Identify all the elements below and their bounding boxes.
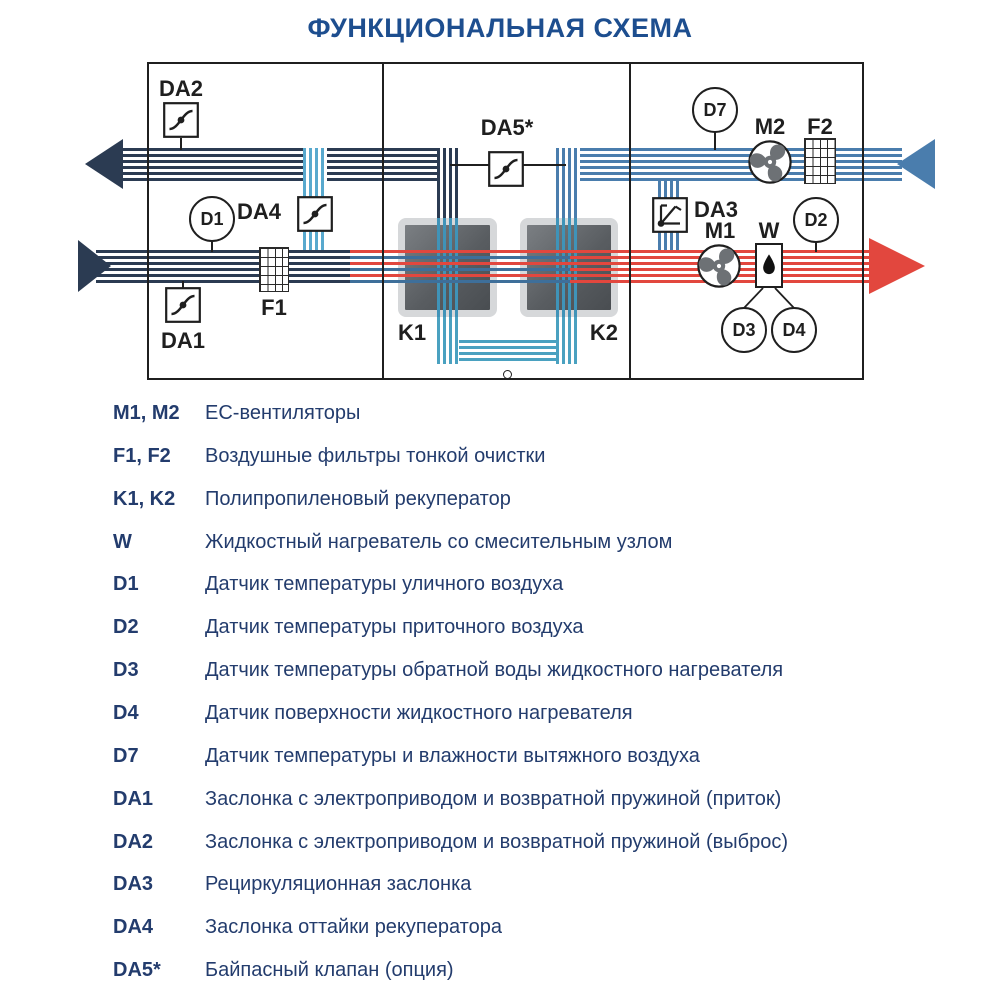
sensor-d4-label: D4	[782, 319, 806, 340]
label-da3: DA3	[694, 197, 739, 222]
section-divider-right	[629, 62, 631, 380]
filter-f2-icon	[804, 138, 836, 184]
legend-row	[113, 573, 913, 596]
damper-da4-icon	[297, 196, 333, 232]
label-k1: K1	[398, 320, 427, 345]
legend-desc: Датчик температуры уличного воздуха	[205, 573, 564, 596]
legend-key: D4	[113, 701, 139, 724]
legend-key: M1, M2	[113, 402, 180, 424]
fan-m2-icon	[748, 140, 792, 184]
recirculation-damper-da3-icon	[652, 197, 688, 233]
legend-key: DA2	[113, 830, 154, 853]
legend-desc: Заслонка с электроприводом и возвратной пружиной (приток)	[205, 787, 782, 810]
legend-row	[113, 445, 913, 468]
section-divider-left	[382, 62, 384, 380]
sensor-d2-label: D2	[804, 209, 828, 230]
label-k2: K2	[589, 320, 618, 345]
sensor-d3	[721, 307, 767, 353]
legend-key: DA3	[113, 873, 154, 896]
label-m2: M2	[754, 114, 786, 139]
legend-row	[113, 873, 913, 896]
legend-row	[113, 531, 913, 554]
legend-desc: Воздушные фильтры тонкой очистки	[205, 444, 546, 467]
legend-key: D1	[113, 573, 139, 596]
label-da4: DA4	[237, 199, 282, 224]
bypass-damper-da5-icon	[488, 151, 524, 187]
legend-row	[113, 702, 913, 725]
legend-desc: Датчик температуры приточного воздуха	[205, 616, 584, 639]
legend-desc: ЕС-вентиляторы	[205, 402, 361, 424]
label-f2: F2	[807, 114, 833, 139]
legend-key: D2	[113, 616, 139, 639]
legend-row	[113, 831, 913, 854]
supply-outlet-arrow-icon	[869, 238, 925, 294]
label-w: W	[758, 218, 780, 243]
label-f1: F1	[261, 295, 287, 320]
legend-key: DA4	[113, 916, 154, 939]
fresh-air-inlet-arrow-icon	[78, 240, 111, 292]
damper-da1-icon	[165, 287, 201, 323]
sensor-d3-label: D3	[732, 319, 756, 340]
da2-stem	[180, 138, 182, 150]
exhaust-inlet-arrow-icon	[897, 137, 935, 191]
d2-stem	[815, 242, 817, 252]
legend-desc: Жидкостный нагреватель со смесительным узлом	[205, 530, 673, 553]
legend-desc: Заслонка оттайки рекуператора	[205, 916, 502, 939]
legend-key: F1, F2	[113, 444, 171, 467]
page-title: ФУНКЦИОНАЛЬНАЯ СХЕМА	[307, 13, 693, 43]
legend-key: DA5*	[113, 959, 161, 981]
sensor-d7-label: D7	[703, 99, 727, 120]
legend-desc: Датчик температуры обратной воды жидкостного нагревателя	[205, 659, 784, 682]
sensor-d2	[793, 197, 839, 243]
legend-desc: Заслонка с электроприводом и возвратной пружиной (выброс)	[205, 830, 789, 853]
water-heater-w-icon	[755, 243, 783, 288]
drain-port-icon	[503, 370, 512, 379]
legend-desc: Байпасный клапан (опция)	[205, 959, 454, 981]
legend-desc: Датчик поверхности жидкостного нагревателя	[205, 701, 633, 724]
legend-row	[113, 402, 913, 425]
legend-row	[113, 616, 913, 639]
d1-stem	[211, 241, 213, 252]
d7-stem	[714, 132, 716, 150]
droplet-icon	[757, 243, 781, 288]
legend-row	[113, 745, 913, 768]
sensor-d1-label: D1	[200, 208, 224, 229]
legend-desc: Датчик температуры и влажности вытяжного воздуха	[205, 744, 700, 767]
label-da1: DA1	[160, 328, 205, 353]
legend-row	[113, 659, 913, 682]
fan-m1-icon	[697, 244, 741, 288]
legend-desc: Полипропиленовый рекуператор	[205, 487, 511, 510]
legend-row	[113, 788, 913, 811]
exhaust-outlet-arrow-icon	[85, 137, 123, 191]
damper-da2-icon	[163, 102, 199, 138]
legend-key: K1, K2	[113, 487, 176, 510]
legend-key: W	[113, 530, 132, 553]
legend-row	[113, 488, 913, 511]
sensor-d7	[692, 87, 738, 133]
sensor-d1	[189, 196, 235, 242]
legend-desc: Рециркуляционная заслонка	[205, 873, 472, 896]
legend-row	[113, 959, 913, 982]
sensor-d4	[771, 307, 817, 353]
legend-key: DA1	[113, 787, 154, 810]
legend-key: D7	[113, 744, 139, 767]
legend-row	[113, 916, 913, 939]
legend-key: D3	[113, 659, 139, 682]
filter-f1-icon	[259, 247, 289, 292]
label-da5: DA5*	[480, 115, 534, 140]
label-m1: M1	[704, 218, 736, 243]
label-da2: DA2	[158, 76, 203, 101]
